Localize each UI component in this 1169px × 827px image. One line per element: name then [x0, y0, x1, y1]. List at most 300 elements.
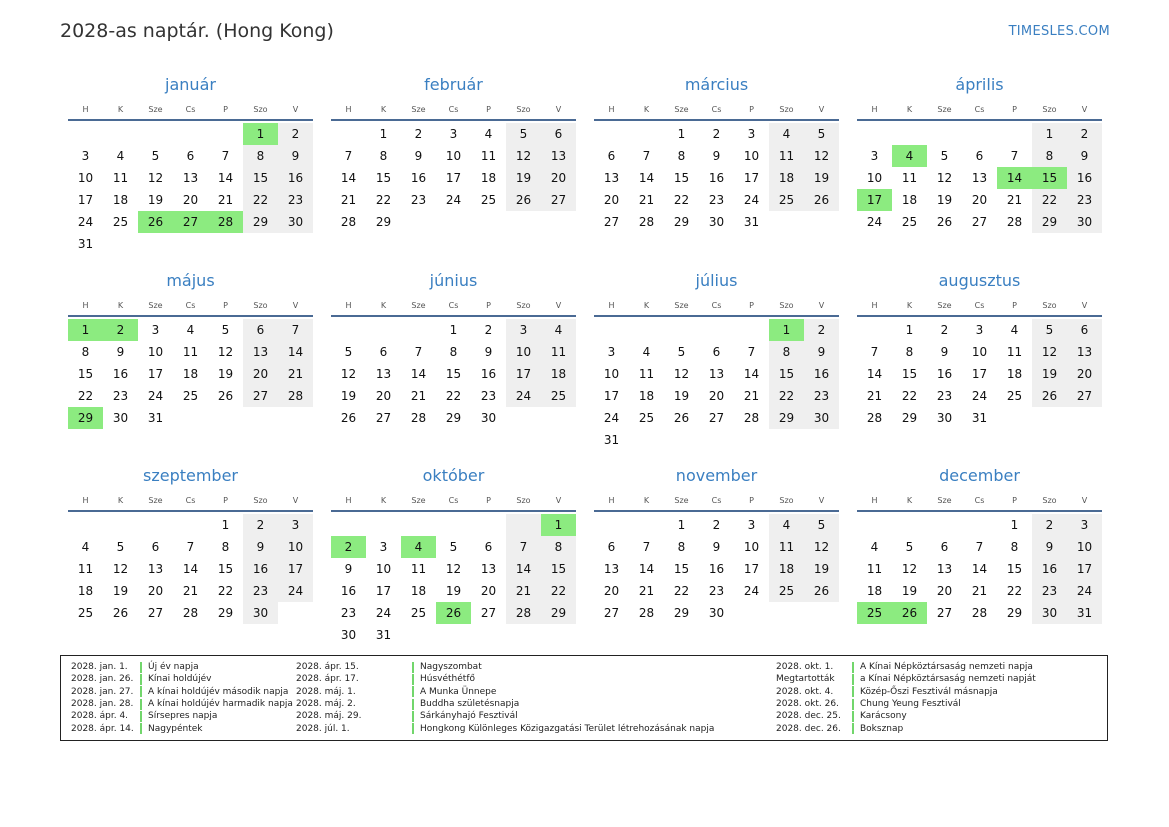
holiday-date: 2028. jan. 26. — [71, 674, 134, 685]
weekday-label: Sze — [148, 105, 163, 114]
month-weeks — [68, 121, 313, 255]
weekday-label: V — [818, 496, 825, 505]
month-weeks — [857, 121, 1102, 233]
day-cell: 27 — [541, 189, 576, 211]
day-cell: 29 — [68, 407, 103, 429]
day-cell: 9 — [1067, 145, 1102, 167]
holiday-marker — [140, 711, 142, 722]
day-cell: 14 — [743, 367, 760, 381]
holiday-marker — [852, 662, 854, 673]
weekday-header — [594, 299, 839, 317]
week-row — [331, 602, 576, 624]
day-cell: 4 — [892, 145, 927, 167]
day-cell: 24 — [743, 193, 760, 207]
day-cell: 3 — [870, 149, 879, 163]
day-cell: 18 — [769, 558, 804, 580]
empty-cell — [594, 319, 629, 341]
holiday-entry — [776, 710, 1036, 722]
month-title: március — [684, 75, 749, 94]
holiday-date: 2028. júl. 1. — [296, 723, 350, 734]
holiday-name: a Kínai Népköztársaság nemzeti napját — [860, 674, 1036, 685]
week-row — [857, 123, 1102, 145]
day-cell: 23 — [112, 389, 129, 403]
month-7 — [594, 270, 839, 465]
week-row — [331, 189, 576, 211]
month-title: január — [165, 75, 216, 94]
holiday-marker — [412, 699, 414, 710]
week-row — [68, 514, 313, 536]
day-cell: 10 — [77, 171, 94, 185]
week-row — [68, 580, 313, 602]
holiday-entry — [296, 722, 714, 734]
day-cell: 21 — [410, 389, 427, 403]
week-row — [857, 514, 1102, 536]
day-cell: 15 — [445, 367, 462, 381]
day-cell: 30 — [1032, 602, 1067, 624]
empty-cell — [629, 123, 664, 145]
day-cell: 14 — [971, 562, 988, 576]
day-cell: 28 — [638, 606, 655, 620]
weekday-label: V — [818, 105, 825, 114]
weekday-label: Szo — [253, 496, 268, 505]
day-cell: 10 — [147, 345, 164, 359]
weekday-header — [331, 494, 576, 512]
weekday-label: Szo — [779, 301, 794, 310]
week-row — [331, 558, 576, 580]
week-row — [594, 407, 839, 429]
weekday-label: Cs — [974, 496, 985, 505]
day-cell: 31 — [743, 215, 760, 229]
holiday-date: 2028. jan. 1. — [71, 662, 128, 673]
day-cell: 1 — [243, 123, 278, 145]
day-cell: 15 — [217, 562, 234, 576]
day-cell: 14 — [506, 558, 541, 580]
holiday-marker — [412, 711, 414, 722]
brand-link[interactable]: TIMESLES.COM — [1008, 24, 1110, 39]
day-cell: 23 — [708, 193, 725, 207]
weekday-label: P — [1012, 301, 1017, 310]
week-row — [68, 558, 313, 580]
empty-cell — [103, 233, 138, 255]
day-cell: 10 — [506, 341, 541, 363]
day-cell: 2 — [243, 514, 278, 536]
week-row — [594, 385, 839, 407]
holiday-name: Hongkong Különleges Közigazgatási Terület létrehozásának napja — [420, 723, 715, 734]
day-cell: 14 — [340, 171, 357, 185]
day-cell: 9 — [804, 341, 839, 363]
holiday-marker — [412, 723, 414, 734]
weekday-header — [331, 103, 576, 121]
holiday-date: 2028. ápr. 15. — [296, 662, 359, 673]
empty-cell — [436, 624, 471, 646]
week-row — [331, 211, 576, 233]
day-cell: 3 — [449, 127, 458, 141]
day-cell: 22 — [673, 584, 690, 598]
week-row — [594, 558, 839, 580]
day-cell: 5 — [449, 540, 458, 554]
day-cell: 9 — [116, 345, 125, 359]
week-row — [857, 145, 1102, 167]
day-cell: 1 — [769, 319, 804, 341]
day-cell: 19 — [804, 167, 839, 189]
day-cell: 21 — [971, 584, 988, 598]
day-cell: 18 — [638, 389, 655, 403]
weekday-label: P — [223, 105, 228, 114]
day-cell: 27 — [603, 606, 620, 620]
day-cell: 13 — [971, 171, 988, 185]
week-row — [331, 123, 576, 145]
holiday-entry — [776, 698, 1036, 710]
weekday-label: Cs — [711, 301, 722, 310]
day-cell: 19 — [936, 193, 953, 207]
holiday-entry — [776, 661, 1036, 673]
day-cell: 23 — [480, 389, 497, 403]
day-cell: 5 — [221, 323, 230, 337]
day-cell: 9 — [243, 536, 278, 558]
empty-cell — [962, 514, 997, 536]
day-cell: 26 — [340, 411, 357, 425]
holiday-entry — [71, 661, 293, 673]
day-cell: 21 — [638, 584, 655, 598]
day-cell: 3 — [81, 149, 90, 163]
day-cell: 20 — [1067, 363, 1102, 385]
empty-cell — [892, 514, 927, 536]
day-cell: 25 — [857, 602, 892, 624]
weekday-label: H — [871, 496, 878, 505]
weekday-label: H — [871, 301, 878, 310]
empty-cell — [629, 514, 664, 536]
day-cell: 12 — [901, 562, 918, 576]
weekday-label: K — [906, 105, 913, 114]
day-cell: 23 — [1032, 580, 1067, 602]
day-cell: 21 — [182, 584, 199, 598]
day-cell: 4 — [870, 540, 879, 554]
weekday-label: Cs — [974, 105, 985, 114]
day-cell: 29 — [217, 606, 234, 620]
day-cell: 25 — [1006, 389, 1023, 403]
day-cell: 9 — [344, 562, 353, 576]
day-cell: 17 — [147, 367, 164, 381]
day-cell: 12 — [445, 562, 462, 576]
day-cell: 13 — [603, 562, 620, 576]
day-cell: 18 — [866, 584, 883, 598]
week-row — [331, 167, 576, 189]
day-cell: 14 — [866, 367, 883, 381]
week-row — [331, 580, 576, 602]
week-row — [68, 233, 313, 255]
day-cell: 28 — [410, 411, 427, 425]
week-row — [594, 536, 839, 558]
holiday-date: 2028. ápr. 17. — [296, 674, 359, 685]
day-cell: 16 — [480, 367, 497, 381]
day-cell: 28 — [743, 411, 760, 425]
holiday-name: Húsvéthétfő — [420, 674, 475, 685]
day-cell: 7 — [186, 540, 195, 554]
weekday-label: Cs — [974, 301, 985, 310]
day-cell: 26 — [804, 189, 839, 211]
day-cell: 20 — [182, 193, 199, 207]
day-cell: 12 — [506, 145, 541, 167]
holiday-marker — [412, 662, 414, 673]
weekday-label: Sze — [937, 301, 952, 310]
week-row — [331, 145, 576, 167]
day-cell: 2 — [103, 319, 138, 341]
week-row — [331, 536, 576, 558]
day-cell: 24 — [971, 389, 988, 403]
weekday-label: K — [380, 105, 387, 114]
day-cell: 8 — [905, 345, 914, 359]
day-cell: 24 — [77, 215, 94, 229]
day-cell: 24 — [1067, 580, 1102, 602]
day-cell: 16 — [936, 367, 953, 381]
day-cell: 17 — [506, 363, 541, 385]
day-cell: 27 — [603, 215, 620, 229]
holiday-entry — [296, 686, 714, 698]
holiday-marker — [852, 686, 854, 697]
weekday-label: Szo — [779, 105, 794, 114]
day-cell: 13 — [1067, 341, 1102, 363]
week-row — [594, 211, 839, 233]
empty-cell — [664, 429, 699, 451]
day-cell: 19 — [445, 584, 462, 598]
month-title: november — [675, 466, 758, 485]
week-row — [68, 363, 313, 385]
holiday-marker — [140, 699, 142, 710]
week-row — [594, 319, 839, 341]
weekday-header — [857, 299, 1102, 317]
weekday-label: K — [643, 301, 650, 310]
holiday-marker — [852, 711, 854, 722]
empty-cell — [331, 123, 366, 145]
day-cell: 6 — [975, 149, 984, 163]
day-cell: 4 — [116, 149, 125, 163]
day-cell: 6 — [712, 345, 721, 359]
holiday-date: 2028. okt. 26. — [776, 699, 839, 710]
empty-cell — [173, 233, 208, 255]
day-cell: 27 — [1067, 385, 1102, 407]
day-cell: 15 — [243, 167, 278, 189]
month-weeks — [331, 121, 576, 233]
day-cell: 10 — [971, 345, 988, 359]
holiday-entry — [776, 673, 1036, 685]
empty-cell — [208, 123, 243, 145]
day-cell: 5 — [677, 345, 686, 359]
weekday-label: Sze — [411, 301, 426, 310]
holiday-date: Megtartották — [776, 674, 835, 685]
holiday-date: 2028. máj. 2. — [296, 699, 356, 710]
empty-cell — [401, 624, 436, 646]
day-cell: 22 — [375, 193, 392, 207]
day-cell: 7 — [344, 149, 353, 163]
day-cell: 2 — [278, 123, 313, 145]
holiday-date: 2028. okt. 4. — [776, 686, 834, 697]
holiday-name: Nagypéntek — [148, 723, 203, 734]
day-cell: 11 — [1006, 345, 1023, 359]
day-cell: 16 — [1067, 167, 1102, 189]
holiday-marker — [852, 699, 854, 710]
empty-cell — [173, 514, 208, 536]
empty-cell — [699, 429, 734, 451]
weekday-label: V — [555, 301, 562, 310]
weekday-label: Cs — [711, 496, 722, 505]
day-cell: 17 — [77, 193, 94, 207]
day-cell: 27 — [936, 606, 953, 620]
day-cell: 12 — [804, 536, 839, 558]
weekday-label: Sze — [937, 496, 952, 505]
month-6 — [331, 270, 576, 465]
week-row — [857, 580, 1102, 602]
day-cell: 15 — [375, 171, 392, 185]
day-cell: 16 — [243, 558, 278, 580]
empty-cell — [629, 319, 664, 341]
day-cell: 27 — [375, 411, 392, 425]
empty-cell — [1067, 407, 1102, 429]
day-cell: 15 — [541, 558, 576, 580]
weekday-label: H — [345, 496, 352, 505]
day-cell: 3 — [151, 323, 160, 337]
day-cell: 23 — [708, 584, 725, 598]
day-cell: 29 — [769, 407, 804, 429]
holiday-column — [296, 661, 714, 735]
month-title: július — [695, 271, 738, 290]
day-cell: 30 — [1067, 211, 1102, 233]
holiday-entry — [71, 686, 293, 698]
day-cell: 25 — [638, 411, 655, 425]
holiday-name: A kínai holdújév második napja — [148, 686, 289, 697]
day-cell: 29 — [1032, 211, 1067, 233]
day-cell: 4 — [81, 540, 90, 554]
empty-cell — [804, 602, 839, 624]
day-cell: 3 — [747, 127, 756, 141]
weekday-label: H — [608, 105, 615, 114]
week-row — [594, 123, 839, 145]
day-cell: 21 — [638, 193, 655, 207]
week-row — [331, 514, 576, 536]
holiday-date: 2028. máj. 29. — [296, 711, 362, 722]
week-row — [857, 189, 1102, 211]
holiday-marker — [852, 674, 854, 685]
empty-cell — [331, 514, 366, 536]
day-cell: 3 — [379, 540, 388, 554]
empty-cell — [857, 514, 892, 536]
month-9 — [68, 465, 313, 665]
day-cell: 14 — [410, 367, 427, 381]
day-cell: 20 — [708, 389, 725, 403]
month-weeks — [68, 512, 313, 624]
day-cell: 22 — [901, 389, 918, 403]
weekday-label: Szo — [516, 496, 531, 505]
day-cell: 30 — [804, 407, 839, 429]
day-cell: 23 — [410, 193, 427, 207]
week-row — [68, 145, 313, 167]
day-cell: 10 — [445, 149, 462, 163]
day-cell: 26 — [138, 211, 173, 233]
month-12 — [857, 465, 1102, 665]
weekday-label: Sze — [937, 105, 952, 114]
week-row — [68, 602, 313, 624]
empty-cell — [506, 514, 541, 536]
week-row — [857, 363, 1102, 385]
weekday-header — [331, 299, 576, 317]
day-cell: 7 — [414, 345, 423, 359]
weekday-label: P — [1012, 105, 1017, 114]
day-cell: 19 — [147, 193, 164, 207]
day-cell: 5 — [1032, 319, 1067, 341]
holiday-date: 2028. ápr. 14. — [71, 723, 134, 734]
day-cell: 16 — [804, 363, 839, 385]
weekday-label: Szo — [516, 301, 531, 310]
weekday-label: V — [292, 496, 299, 505]
day-cell: 18 — [541, 363, 576, 385]
week-row — [68, 319, 313, 341]
day-cell: 22 — [1032, 189, 1067, 211]
week-row — [594, 167, 839, 189]
day-cell: 21 — [340, 193, 357, 207]
day-cell: 20 — [541, 167, 576, 189]
weekday-label: Szo — [253, 301, 268, 310]
day-cell: 26 — [804, 580, 839, 602]
day-cell: 4 — [642, 345, 651, 359]
day-cell: 5 — [506, 123, 541, 145]
day-cell: 6 — [243, 319, 278, 341]
month-weeks — [857, 317, 1102, 429]
day-cell: 4 — [1010, 323, 1019, 337]
holiday-name: Nagyszombat — [420, 662, 482, 673]
weekday-header — [68, 299, 313, 317]
week-row — [68, 123, 313, 145]
empty-cell — [401, 211, 436, 233]
week-row — [68, 341, 313, 363]
weekday-label: Szo — [779, 496, 794, 505]
month-weeks — [857, 512, 1102, 624]
day-cell: 25 — [769, 189, 804, 211]
weekday-label: Szo — [1042, 105, 1057, 114]
day-cell: 21 — [278, 363, 313, 385]
day-cell: 7 — [870, 345, 879, 359]
day-cell: 1 — [1010, 518, 1019, 532]
day-cell: 3 — [506, 319, 541, 341]
day-cell: 28 — [866, 411, 883, 425]
month-title: június — [429, 271, 478, 290]
empty-cell — [594, 514, 629, 536]
weekday-label: P — [223, 301, 228, 310]
weekday-label: Cs — [448, 301, 459, 310]
day-cell: 5 — [940, 149, 949, 163]
month-title: augusztus — [938, 271, 1021, 290]
week-row — [857, 211, 1102, 233]
holiday-entry — [776, 686, 1036, 698]
week-row — [857, 407, 1102, 429]
day-cell: 18 — [1006, 367, 1023, 381]
day-cell: 15 — [673, 562, 690, 576]
day-cell: 29 — [673, 606, 690, 620]
day-cell: 21 — [506, 580, 541, 602]
empty-cell — [401, 514, 436, 536]
empty-cell — [734, 319, 769, 341]
day-cell: 25 — [77, 606, 94, 620]
day-cell: 10 — [603, 367, 620, 381]
weekday-label: Cs — [448, 105, 459, 114]
day-cell: 26 — [436, 602, 471, 624]
day-cell: 21 — [1006, 193, 1023, 207]
weekday-label: P — [749, 105, 754, 114]
weekday-label: V — [292, 105, 299, 114]
day-cell: 5 — [116, 540, 125, 554]
day-cell: 2 — [331, 536, 366, 558]
day-cell: 16 — [112, 367, 129, 381]
empty-cell — [541, 211, 576, 233]
day-cell: 24 — [743, 584, 760, 598]
